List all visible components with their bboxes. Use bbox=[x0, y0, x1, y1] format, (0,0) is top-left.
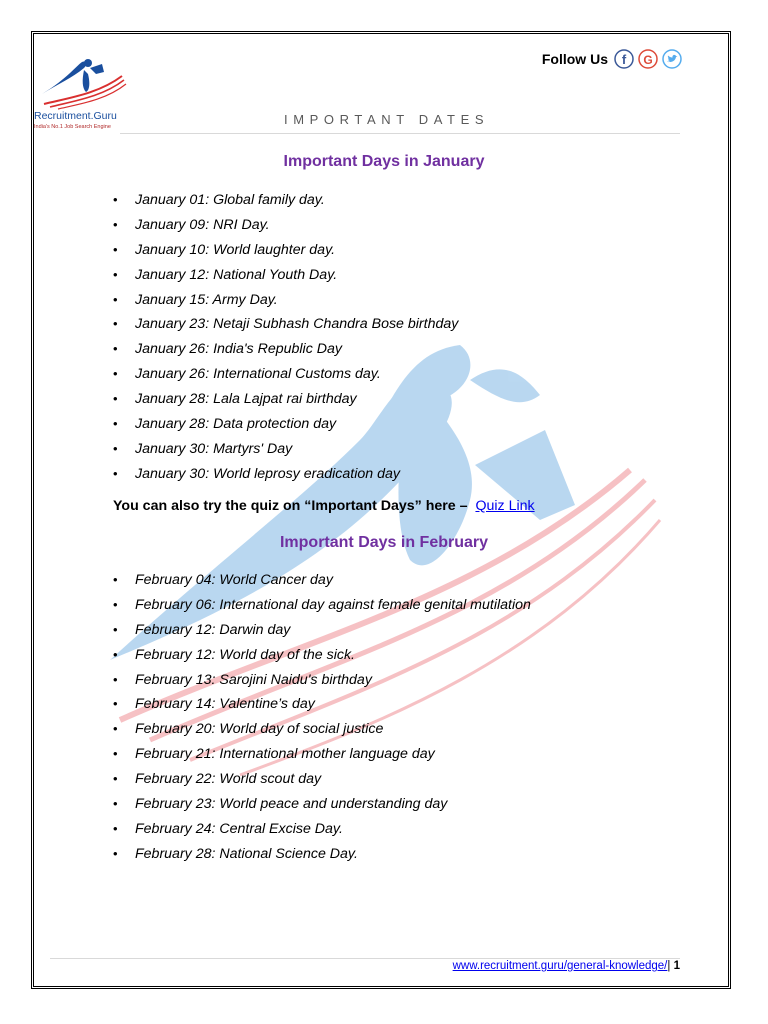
logo-name: Recruitment.Guru bbox=[34, 110, 117, 122]
list-item: • February 28: National Science Day. bbox=[113, 842, 531, 867]
list-item: • February 12: World day of the sick. bbox=[113, 643, 531, 668]
february-title: Important Days in February bbox=[279, 534, 489, 551]
header-title: IMPORTANT DATES bbox=[284, 112, 490, 127]
list-item: • February 04: World Cancer day bbox=[113, 568, 531, 593]
list-item: • January 26: India's Republic Day bbox=[113, 337, 458, 362]
list-item: • January 01: Global family day. bbox=[113, 188, 458, 213]
list-item: • January 30: World leprosy eradication day bbox=[113, 462, 458, 487]
list-item: • January 23: Netaji Subhash Chandra Bose birthday bbox=[113, 312, 458, 337]
facebook-icon[interactable] bbox=[614, 49, 634, 69]
list-item: • February 21: International mother language day bbox=[113, 742, 531, 767]
header-rule bbox=[120, 133, 680, 134]
list-item: • February 22: World scout day bbox=[113, 767, 531, 792]
page-number: 1 bbox=[673, 960, 680, 972]
list-item: • January 28: Lala Lajpat rai birthday bbox=[113, 387, 458, 412]
january-list bbox=[113, 188, 458, 487]
list-item: • February 12: Darwin day bbox=[113, 618, 531, 643]
follow-us-label: Follow Us bbox=[541, 51, 608, 67]
list-item: • January 26: International Customs day. bbox=[113, 362, 458, 387]
quiz-text: You can also try the quiz on “Important Days” here – bbox=[113, 498, 468, 514]
footer-separator: | bbox=[667, 960, 671, 972]
list-item: • February 06: International day against female genital mutilation bbox=[113, 593, 531, 618]
svg-text:G: G bbox=[643, 53, 653, 67]
list-item: • January 12: National Youth Day. bbox=[113, 263, 458, 288]
list-item: • January 15: Army Day. bbox=[113, 288, 458, 313]
list-item: • February 20: World day of social justice bbox=[113, 717, 531, 742]
list-item: • January 09: NRI Day. bbox=[113, 213, 458, 238]
twitter-icon[interactable] bbox=[662, 49, 682, 69]
footer bbox=[453, 960, 680, 972]
brand-logo[interactable] bbox=[34, 54, 134, 144]
runner-logo-icon bbox=[38, 54, 128, 110]
google-plus-icon[interactable] bbox=[638, 49, 658, 69]
quiz-line bbox=[113, 498, 535, 514]
list-item: • January 28: Data protection day bbox=[113, 412, 458, 437]
list-item: • February 14: Valentine’s day bbox=[113, 692, 531, 717]
quiz-link[interactable]: Quiz Link bbox=[475, 498, 535, 514]
svg-text:f: f bbox=[621, 52, 627, 67]
footer-rule bbox=[50, 958, 680, 959]
list-item: • January 10: World laughter day. bbox=[113, 238, 458, 263]
logo-tagline: India's No.1 Job Search Engine bbox=[34, 124, 111, 130]
list-item: • January 30: Martyrs' Day bbox=[113, 437, 458, 462]
follow-us bbox=[542, 49, 682, 69]
list-item: • February 24: Central Excise Day. bbox=[113, 817, 531, 842]
list-item: • February 13: Sarojini Naidu's birthday bbox=[113, 668, 531, 693]
february-list bbox=[113, 568, 531, 867]
list-item: • February 23: World peace and understanding day bbox=[113, 792, 531, 817]
footer-link[interactable]: www.recruitment.guru/general-knowledge/ bbox=[452, 960, 668, 972]
january-title: Important Days in January bbox=[283, 153, 485, 170]
